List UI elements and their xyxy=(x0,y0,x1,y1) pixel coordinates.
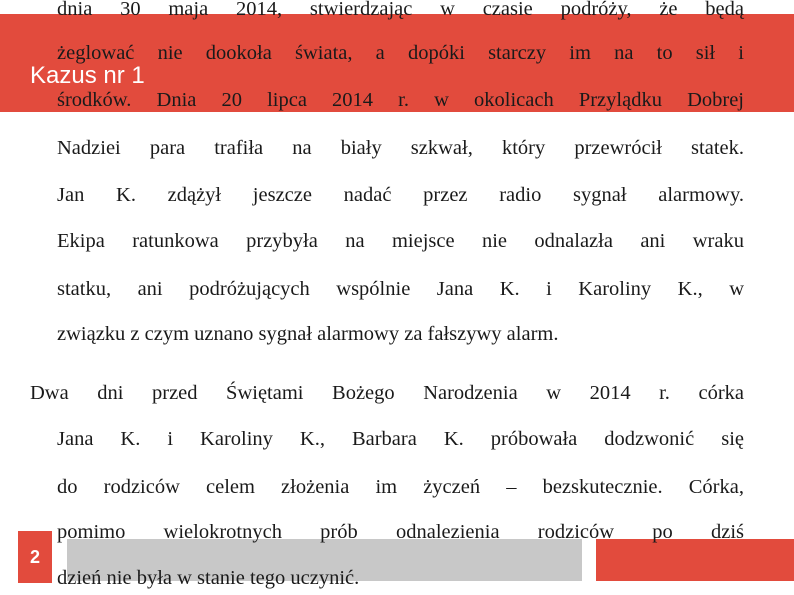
body-line: Jana K. i Karoliny K., Barbara K. próbowała dodzwonić się xyxy=(57,428,744,450)
slide-title: Kazus nr 1 xyxy=(30,62,145,89)
body-line: Nadziei para trafiła na biały szkwał, który przewrócił statek. xyxy=(57,137,744,159)
body-line: statku, ani podróżujących wspólnie Jana K. i Karoliny K., w xyxy=(57,278,744,300)
body-line: Ekipa ratunkowa przybyła na miejsce nie odnalazła ani wraku xyxy=(57,230,744,252)
body-line: Dwa dni przed Świętami Bożego Narodzenia w 2014 r. córka xyxy=(30,382,744,404)
body-line: dnia 30 maja 2014, stwierdzając w czasie podróży, że będą xyxy=(57,0,744,20)
body-line: do rodziców celem złożenia im życzeń – bezskutecznie. Córka, xyxy=(57,476,744,498)
body-line: związku z czym uznano sygnał alarmowy za fałszywy alarm. xyxy=(57,323,559,345)
body-line: środków. Dnia 20 lipca 2014 r. w okolicach Przylądku Dobrej xyxy=(57,89,744,111)
body-line: żeglować nie dookoła świata, a dopóki starczy im na to sił i xyxy=(57,42,744,64)
body-line: dzień nie była w stanie tego uczynić. xyxy=(57,567,360,589)
body-line: Jan K. zdążył jeszcze nadać przez radio sygnał alarmowy. xyxy=(57,184,744,206)
body-line: pomimo wielokrotnych prób odnalezienia rodziców po dziś xyxy=(57,521,744,543)
page-number: 2 xyxy=(18,531,52,583)
